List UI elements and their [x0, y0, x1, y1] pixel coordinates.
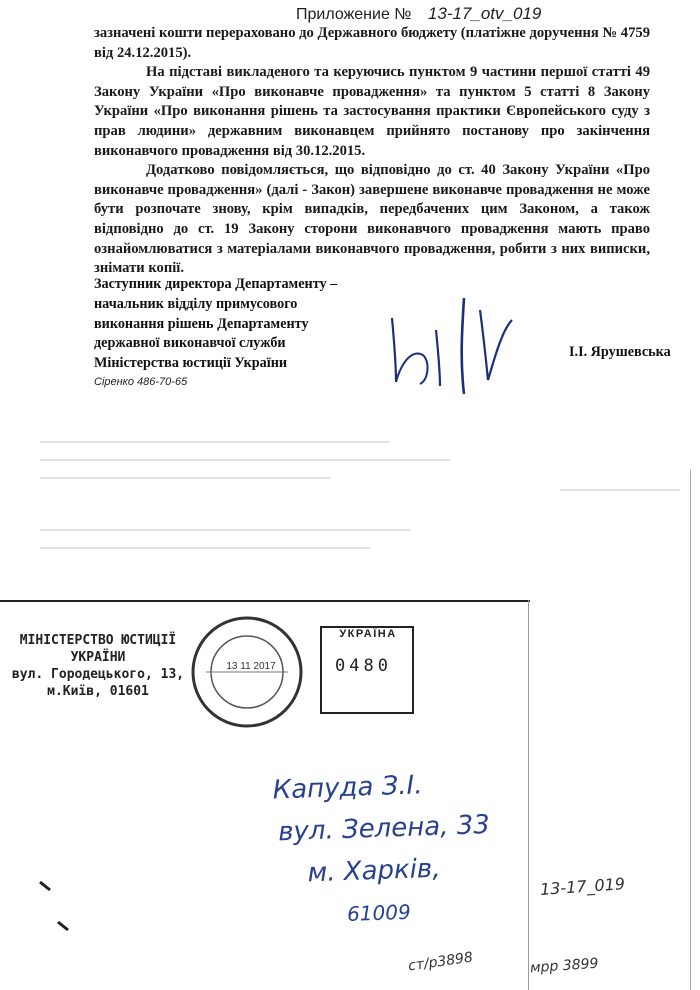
postmark-date: 13 11 2017 — [226, 661, 276, 672]
signatory-line: виконання рішень Департаменту — [94, 315, 309, 332]
handwritten-signature — [384, 290, 524, 400]
executor-note: Сіренко 486-70-65 — [94, 376, 188, 388]
postmark-stamp — [188, 613, 306, 731]
sheet-right-edge — [690, 470, 691, 990]
handwritten-code: 13-17_019 — [539, 874, 626, 899]
letter-body — [94, 24, 650, 279]
sender-line: УКРАЇНИ — [70, 650, 126, 665]
sender-line: вул. Городецького, 13, — [11, 667, 185, 682]
sender-line: МІНІСТЕРСТВО ЮСТИЦІЇ — [19, 633, 177, 648]
attachment-label: Приложение № — [296, 6, 412, 23]
signatory-line: начальник відділу примусового — [94, 295, 298, 312]
signatory-name: І.І. Ярушевська — [569, 344, 671, 360]
signatory-line: Заступник директора Департаменту – — [94, 276, 338, 292]
signatory-line: Міністерства юстиції України — [94, 355, 288, 372]
meter-value: 0480 — [335, 656, 392, 676]
sender-line: м.Київ, 01601 — [47, 684, 149, 699]
show-through-lines — [30, 430, 690, 600]
signatory-title — [94, 275, 384, 374]
attachment-number: 13-17_otv_019 — [427, 4, 542, 23]
recipient-line: вул. Зелена, 33 — [277, 809, 491, 848]
attachment-header — [296, 4, 696, 24]
sender-address — [8, 632, 188, 700]
meter-country: УКРАЇНА — [339, 628, 397, 640]
handwritten-ref: мрр 3899 — [529, 955, 599, 977]
signatory-line: державної виконавчої служби — [94, 335, 286, 352]
letter-paragraph-2: На підставі викладеного та керуючись пунктом 9 частини першої статті 49 Закону України «Про виконавче провадження» та пунктом 5 статті 8 Закону України «Про виконання рішень та застосування практики Європейського суду з прав людини» державним виконавцем прийнято постанову про закінчення виконавчого провадження від 30.12.2015. — [94, 64, 650, 159]
handwritten-ref: ст/р3898 — [407, 949, 474, 975]
recipient-line: м. Харків, — [307, 853, 442, 889]
recipient-address — [258, 760, 554, 938]
letter-paragraph-3: Додатково повідомляється, що відповідно до ст. 40 Закону України «Про виконавче провадження» (далі - Закон) завершене виконавче провадження не може бути розпочате знову, крім випадків, передбачених цим Законом, а також відповідно до ст. 19 Закону сторони виконавчого провадження мають право ознайомлюватися з матеріалами виконавчого провадження, робити з них виписки, знімати копії. — [94, 162, 650, 277]
pen-marks — [38, 880, 78, 940]
letter-paragraph-1: зазначені кошти перераховано до Державного бюджету (платіжне доручення № 4759 від 24.12.2015). — [94, 25, 650, 61]
envelope-top-edge — [0, 600, 530, 602]
recipient-line: Капуда З.І. — [272, 770, 423, 806]
recipient-line: 61009 — [346, 899, 412, 926]
